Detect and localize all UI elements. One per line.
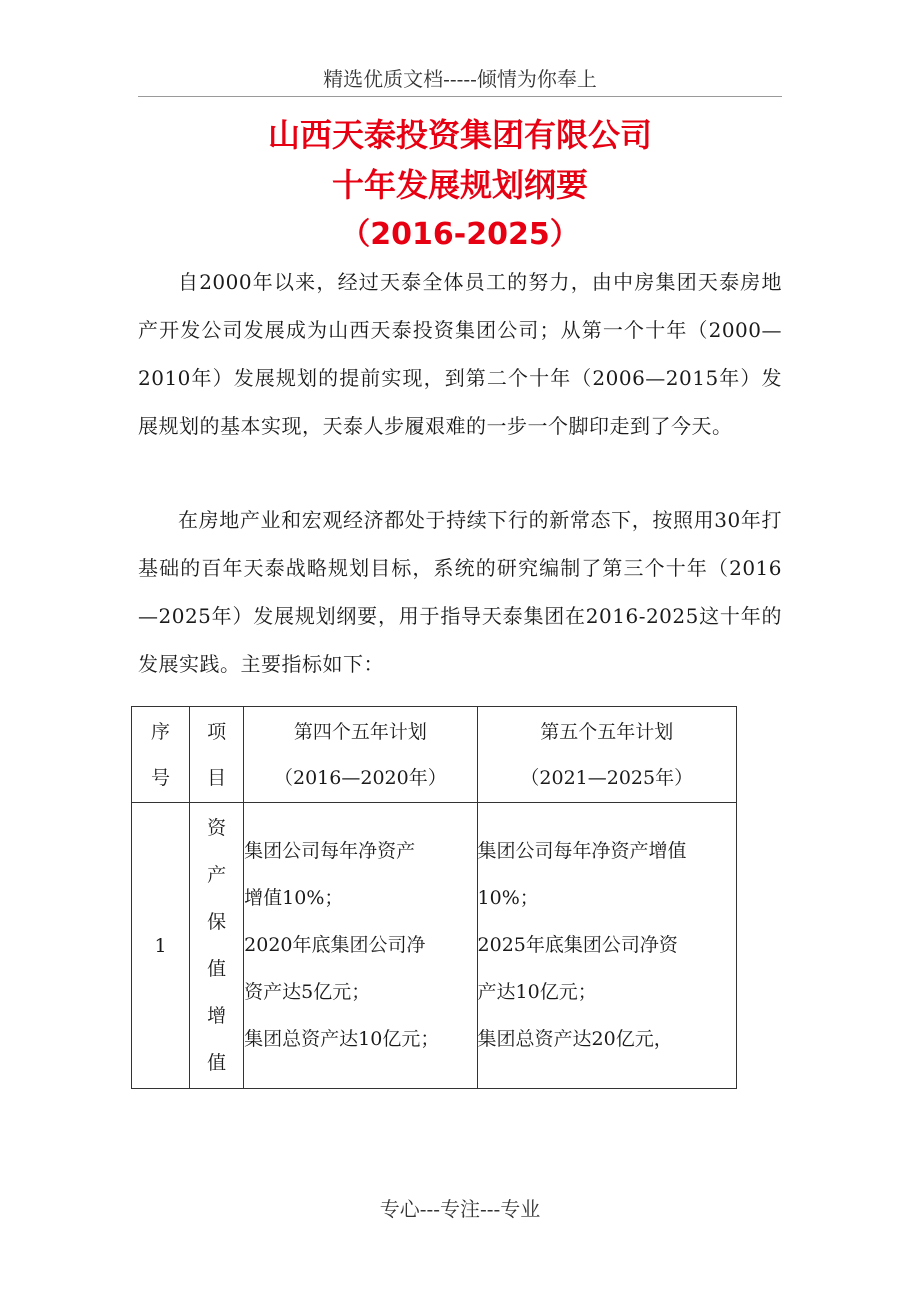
document-title (138, 110, 782, 260)
header-serial-number: 序 号 (132, 707, 190, 803)
indicators-table (131, 706, 737, 1089)
header-fourth-five-year-plan: 第四个五年计划 （2016—2020年） (244, 707, 477, 803)
page-header (138, 64, 782, 97)
title-plan: 十年发展规划纲要 (331, 166, 588, 204)
header-fifth-five-year-plan: 第五个五年计划 （2021—2025年） (477, 707, 736, 803)
footer-text: 专心---专注---专业 (379, 1197, 541, 1221)
context-paragraph: 在房地产业和宏观经济都处于持续下行的新常态下，按照用30年打基础的百年天泰战略规划目标，系统的研究编制了第三个十年（2016—2025年）发展规划纲要，用于指导天泰集团在2016-2025这十年的发展实践。主要指标如下： (138, 508, 782, 676)
header-text: 精选优质文档-----倾情为你奉上 (323, 67, 597, 91)
table-row (132, 803, 737, 1089)
row-fifth-plan-targets: 集团公司每年净资产增值 10%； 2025年底集团公司净资 产达10亿元； 集团总资产达20亿元， (477, 803, 736, 1089)
page-footer (138, 1194, 782, 1224)
row-serial-number: 1 (132, 803, 190, 1089)
row-fourth-plan-targets: 集团公司每年净资产 增值10%； 2020年底集团公司净 资产达5亿元； 集团总资产达10亿元； (244, 803, 477, 1089)
header-item: 项 目 (190, 707, 244, 803)
row-item-name: 资 产 保 值 增 值 (190, 803, 244, 1089)
title-years: （2016-2025） (340, 217, 580, 252)
title-company: 山西天泰投资集团有限公司 (267, 116, 652, 154)
intro-paragraph: 自2000年以来，经过天泰全体员工的努力，由中房集团天泰房地产开发公司发展成为山西天泰投资集团公司；从第一个十年（2000—2010年）发展规划的提前实现，到第二个十年（2006—2015年）发展规划的基本实现，天泰人步履艰难的一步一个脚印走到了今天。 (138, 270, 782, 438)
table-header-row (132, 707, 737, 803)
